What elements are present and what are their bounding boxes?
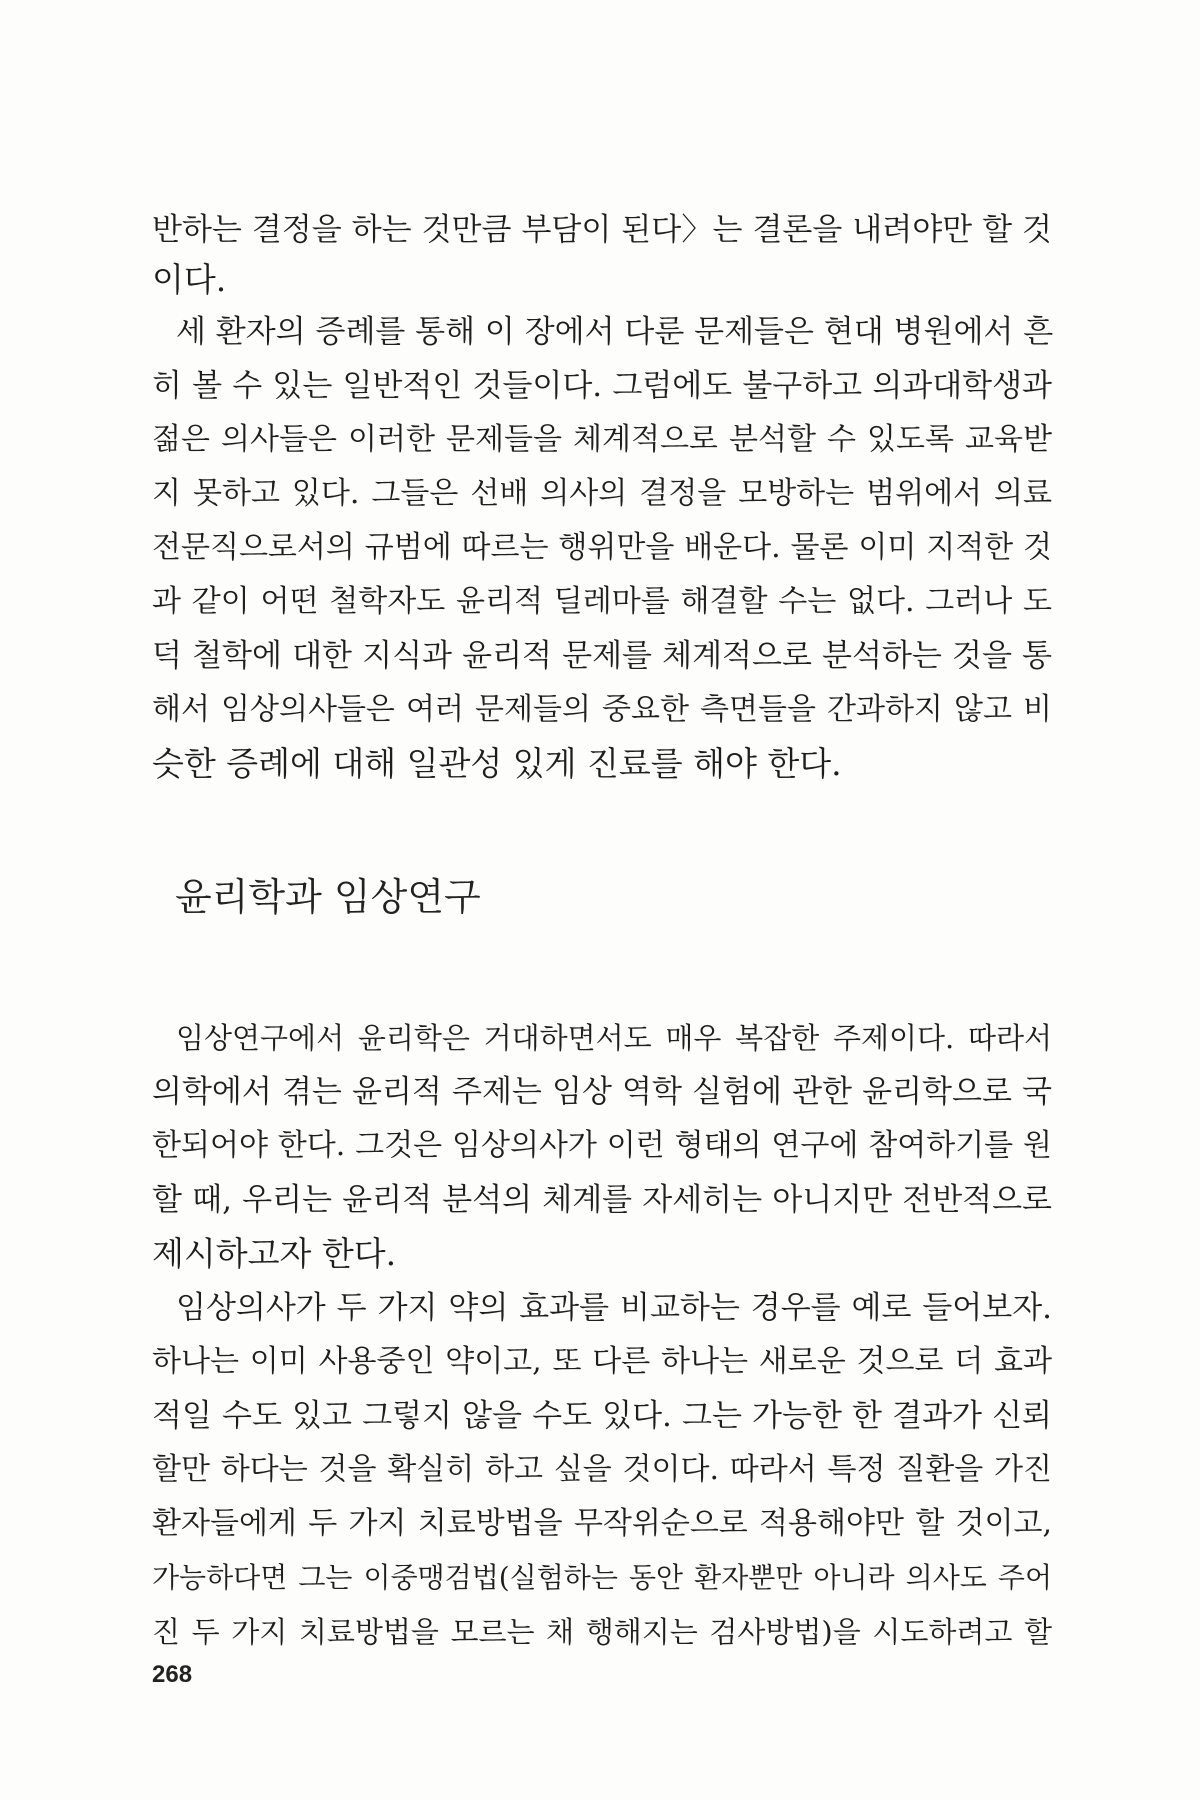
text-line: 한되어야 한다. 그것은 임상의사가 이런 형태의 연구에 참여하기를 원 — [152, 1128, 1052, 1163]
text-line: 환자들에게 두 가지 치료방법을 무작위순으로 적용해야만 할 것이고, — [152, 1506, 1052, 1541]
text-line: 적일 수도 있고 그렇지 않을 수도 있다. 그는 가능한 한 결과가 신뢰 — [152, 1398, 1052, 1434]
text-line: 반하는 결정을 하는 것만큼 부담이 된다〉는 결론을 내려야만 할 것 — [152, 212, 1052, 248]
section-heading: 윤리학과 임상연구 — [175, 875, 481, 919]
text-line: 할 때, 우리는 윤리적 분석의 체계를 자세히는 아니지만 전반적으로 — [152, 1182, 1052, 1218]
text-line: 이다. — [152, 260, 227, 299]
text-line: 하나는 이미 사용중인 약이고, 또 다른 하나는 새로운 것으로 더 효과 — [152, 1344, 1052, 1379]
text-line: 젊은 의사들은 이러한 문제들을 체계적으로 분석할 수 있도록 교육받 — [152, 422, 1052, 457]
text-line: 임상의사가 두 가지 약의 효과를 비교하는 경우를 예로 들어보자. — [176, 1290, 1052, 1326]
text-line: 히 볼 수 있는 일반적인 것들이다. 그럼에도 불구하고 의과대학생과 — [152, 368, 1052, 404]
text-line: 전문직으로서의 규범에 따르는 행위만을 배운다. 물론 이미 지적한 것 — [152, 530, 1052, 565]
text-line: 해서 임상의사들은 여러 문제들의 중요한 측면들을 간과하지 않고 비 — [152, 692, 1052, 727]
text-line: 진 두 가지 치료방법을 모르는 채 행해지는 검사방법)을 시도하려고 할 — [152, 1615, 1052, 1649]
text-line: 제시하고자 한다. — [152, 1234, 397, 1273]
text-line: 덕 철학에 대한 지식과 윤리적 문제를 체계적으로 분석하는 것을 통 — [152, 638, 1052, 674]
text-line: 가능하다면 그는 이중맹검법(실험하는 동안 환자뿐만 아니라 의사도 주어 — [152, 1561, 1052, 1594]
text-line: 할만 하다는 것을 확실히 하고 싶을 것이다. 따라서 특정 질환을 가진 — [152, 1452, 1052, 1487]
text-line: 임상연구에서 윤리학은 거대하면서도 매우 복잡한 주제이다. 따라서 — [176, 1021, 1052, 1055]
text-line: 세 환자의 증례를 통해 이 장에서 다룬 문제들은 현대 병원에서 흔 — [176, 314, 1054, 350]
text-line: 슷한 증례에 대해 일관성 있게 진료를 해야 한다. — [152, 744, 842, 783]
text-line: 과 같이 어떤 철학자도 윤리적 딜레마를 해결할 수는 없다. 그러나 도 — [152, 584, 1052, 619]
text-line: 의학에서 겪는 윤리적 주제는 임상 역학 실험에 관한 윤리학으로 국 — [152, 1074, 1052, 1110]
page-number: 268 — [152, 1661, 193, 1688]
text-line: 지 못하고 있다. 그들은 선배 의사의 결정을 모방하는 범위에서 의료 — [152, 476, 1052, 511]
